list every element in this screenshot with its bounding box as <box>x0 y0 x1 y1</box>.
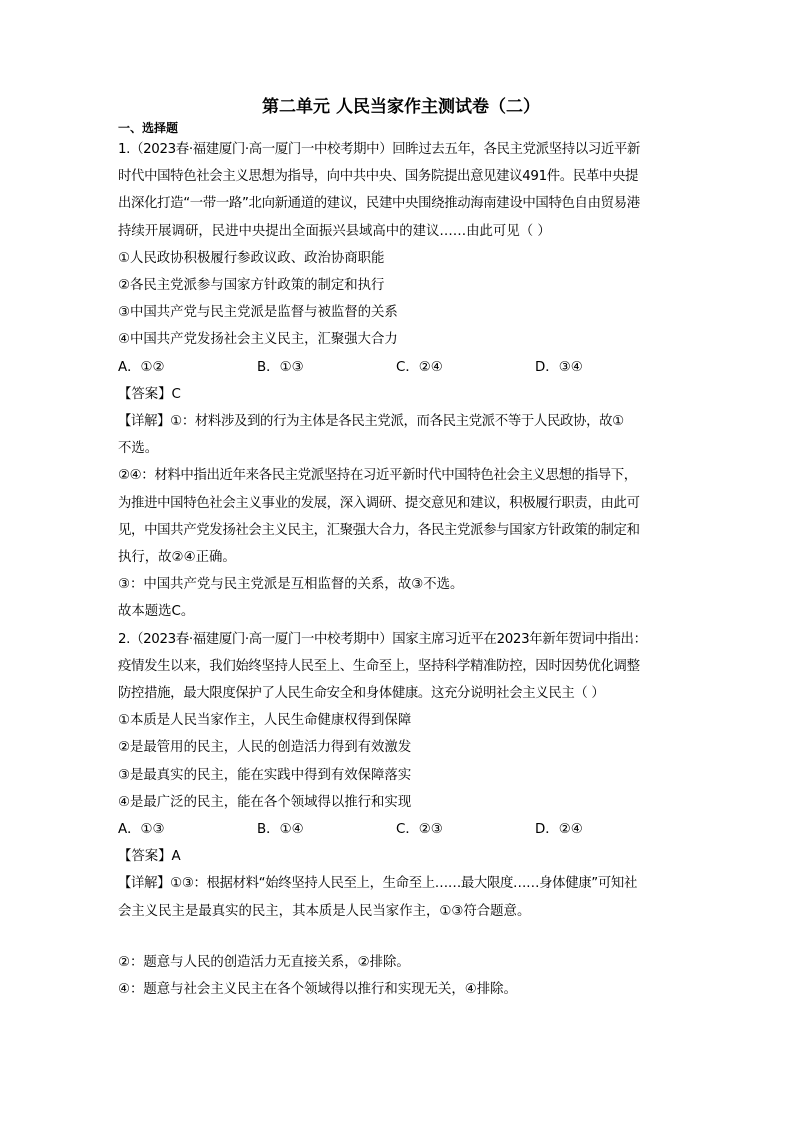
option-c: C．②④ <box>396 359 443 375</box>
document-page <box>118 94 684 1003</box>
question-stem-line: 2.（2023春·福建厦门·高一厦门一中校考期中）国家主席习近平在2023年新年贺词中指出： <box>118 631 647 647</box>
explanation-line: 【详解】①：材料涉及到的行为主体是各民主党派，而各民主党派不等于人民政协，故① <box>118 414 624 430</box>
statement-item: ②各民主党派参与国家方针政策的制定和执行 <box>118 278 385 294</box>
question-stem-line: 持续开展调研，民进中央提出全面振兴县域高中的建议……由此可见（ ） <box>118 223 551 239</box>
statement-item: ④中国共产党发扬社会主义民主，汇聚强大合力 <box>118 332 398 348</box>
statement-item: ②是最管用的民主，人民的创造活力得到有效激发 <box>118 740 412 756</box>
explanation-line: ②：题意与人民的创造活力无直接关系，②排除。 <box>118 954 410 970</box>
question-2 <box>118 626 684 1004</box>
option-d: D．②④ <box>535 822 583 838</box>
question-stem-line: 疫情发生以来，我们始终坚持人民至上、生命至上，坚持科学精准防控，因时因势优化调整 <box>118 658 640 674</box>
statement-item: ①人民政协积极履行参政议政、政治协商职能 <box>118 250 385 266</box>
answer-options <box>118 354 684 381</box>
section-heading: 一、选择题 <box>118 121 179 135</box>
option-a: A．①③ <box>118 822 165 838</box>
blank-spacer <box>118 925 684 949</box>
answer-options <box>118 816 684 843</box>
explanation-line: 不选。 <box>118 441 159 457</box>
explanation-line: ②④：材料中指出近年来各民主党派坚持在习近平新时代中国特色社会主义思想的指导下， <box>118 468 637 484</box>
explanation-line: 故本题选C。 <box>118 604 195 620</box>
answer-line: 【答案】C <box>118 386 181 402</box>
explanation-line: 会主义民主是最真实的民主，其本质是人民当家作主，①③符合题意。 <box>118 903 531 919</box>
statement-item: ①本质是人民当家作主，人民生命健康权得到保障 <box>118 713 412 729</box>
explanation-line: 见，中国共产党发扬社会主义民主，汇聚强大合力，各民主党派参与国家方针政策的制定和 <box>118 522 640 538</box>
option-b: B．①③ <box>257 359 304 375</box>
statement-item: ③中国共产党与民主党派是监督与被监督的关系 <box>118 305 398 321</box>
option-d: D．③④ <box>535 359 583 375</box>
explanation-line: 为推进中国特色社会主义事业的发展，深入调研、提交意见和建议，积极履行职责，由此可 <box>118 495 640 511</box>
option-b: B．①④ <box>257 822 304 838</box>
explanation-line: 执行，故②④正确。 <box>118 550 236 566</box>
question-stem-line: 1.（2023春·福建厦门·高一厦门一中校考期中）回眸过去五年，各民主党派坚持以习近平新 <box>118 142 641 157</box>
option-a: A．①② <box>118 359 165 375</box>
answer-line: 【答案】A <box>118 849 181 865</box>
explanation-line: ④：题意与社会主义民主在各个领域得以推行和实现无关，④排除。 <box>118 982 517 998</box>
explanation-line: 【详解】①③：根据材料“始终坚持人民至上，生命至上……最大限度……身体健康”可知社 <box>118 876 637 892</box>
statement-item: ④是最广泛的民主，能在各个领域得以推行和实现 <box>118 794 412 810</box>
page-title: 第二单元 人民当家作主测试卷（二） <box>262 97 540 117</box>
explanation-line: ③：中国共产党与民主党派是互相监督的关系，故③不选。 <box>118 577 464 593</box>
question-stem-line: 出深化打造“一带一路”北向新通道的建议，民建中央围绕推动海南建设中国特色自由贸易港 <box>118 196 640 212</box>
question-1 <box>118 136 684 626</box>
question-stem-line: 防控措施，最大限度保护了人民生命安全和身体健康。这充分说明社会主义民主（ ） <box>118 686 605 702</box>
statement-item: ③是最真实的民主，能在实践中得到有效保障落实 <box>118 767 412 783</box>
option-c: C．②③ <box>396 822 443 838</box>
question-stem-line: 时代中国特色社会主义思想为指导，向中共中央、国务院提出意见建议491件。民革中央提 <box>118 169 639 185</box>
